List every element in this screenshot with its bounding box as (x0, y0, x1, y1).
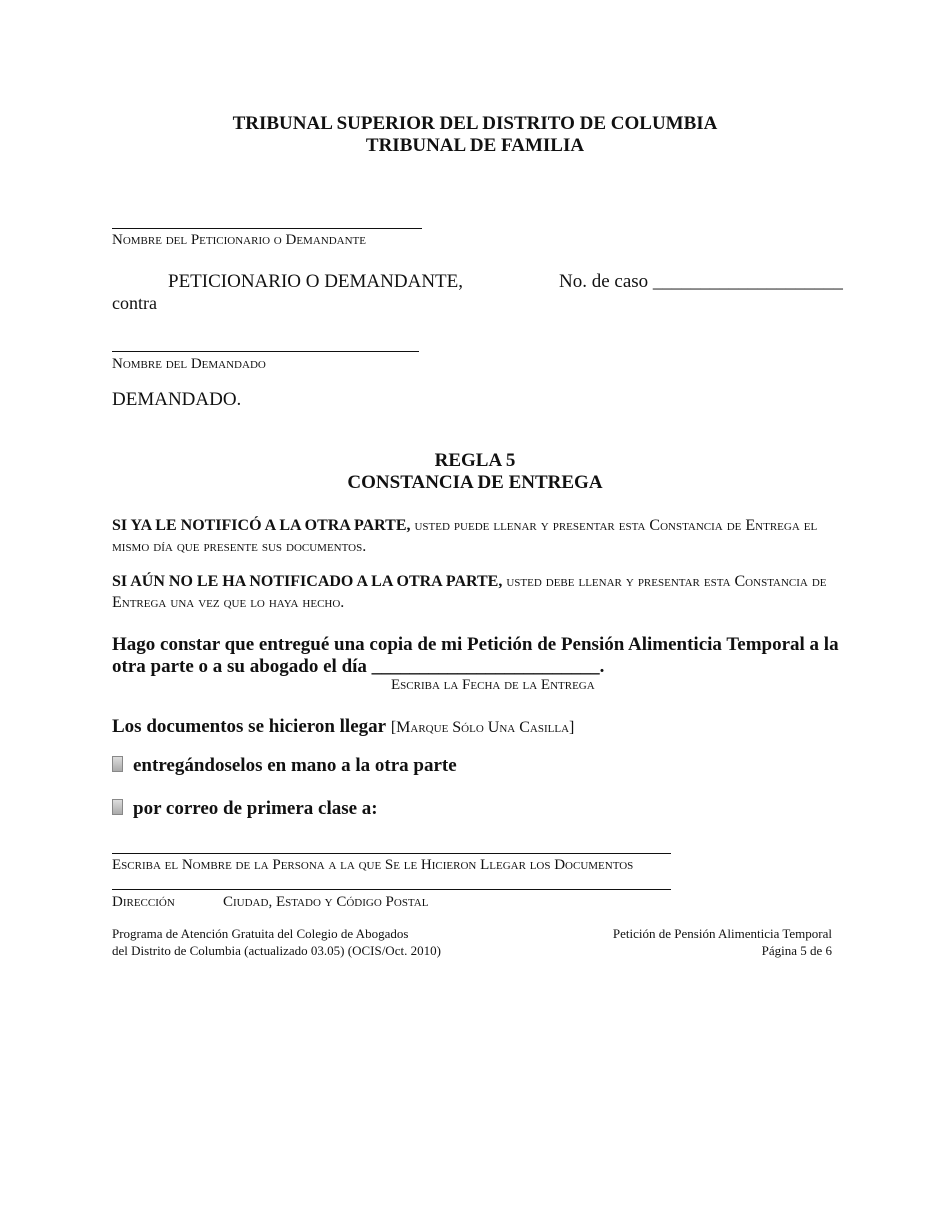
footer-right (613, 925, 832, 959)
page-number: Página 5 de 6 (761, 943, 832, 958)
respondent-name-field[interactable] (112, 351, 419, 352)
footer-left: Programa de Atención Gratuita del Colegio de Abogados del Distrito de Columbia (actualizado 03.05) (OCIS/Oct. 2010) (112, 926, 441, 958)
court-name: TRIBUNAL SUPERIOR DEL DISTRITO DE COLUMBIA (232, 113, 718, 134)
service-date-field[interactable] (367, 676, 585, 677)
petitioner-name-field[interactable] (112, 228, 422, 229)
versus-label: contra (112, 293, 157, 313)
option-first-class-mail[interactable]: por correo de primera clase a: (112, 798, 378, 820)
delivery-instruction: [Marque Sólo Una Casilla] (390, 719, 575, 736)
respondent-name-label: Nombre del Demandado (112, 356, 266, 372)
recipient-name-label: Escriba el Nombre de la Persona a la que Se le Hicieron Llegar los Documentos (112, 857, 634, 873)
address-label: Dirección (112, 894, 175, 910)
notice-already-served: SI YA LE NOTIFICÓ A LA OTRA PARTE, usted puede llenar y presentar esta Constancia de Entrega el mismo día que presente sus documentos. (112, 517, 818, 555)
footer-form-title: Petición de Pensión Alimenticia Temporal (612, 926, 832, 941)
city-state-zip-label: Ciudad, Estado y Código Postal (223, 894, 429, 910)
court-division: TRIBUNAL DE FAMILIA (365, 135, 585, 156)
notice-not-yet-served: SI AÚN NO LE HA NOTIFICADO A LA OTRA PARTE, usted debe llenar y presentar esta Constancia de Entrega una vez que lo haya hecho. (112, 573, 827, 611)
petitioner-role: PETICIONARIO O DEMANDANTE, (168, 271, 464, 292)
respondent-role: DEMANDADO. (112, 389, 242, 410)
case-number-field[interactable]: No. de caso ____________________ (559, 271, 843, 292)
checkbox-icon[interactable] (112, 756, 123, 772)
option-hand-delivery[interactable]: entregándoselos en mano a la otra parte (112, 755, 457, 777)
recipient-address-field[interactable] (112, 889, 671, 890)
delivery-heading: Los documentos se hicieron llegar [Marque Sólo Una Casilla] (112, 716, 575, 737)
checkbox-icon[interactable] (112, 799, 123, 815)
service-statement: Hago constar que entregué una copia de mi Petición de Pensión Alimenticia Temporal a la otra parte o a su abogado el día ________________________. (112, 634, 839, 677)
petitioner-name-label: Nombre del Peticionario o Demandante (112, 232, 366, 248)
recipient-name-field[interactable] (112, 853, 671, 854)
document-title: CONSTANCIA DE ENTREGA (347, 472, 603, 493)
service-date-label: Escriba la Fecha de la Entrega (391, 677, 595, 693)
rule-title: REGLA 5 (434, 450, 516, 471)
